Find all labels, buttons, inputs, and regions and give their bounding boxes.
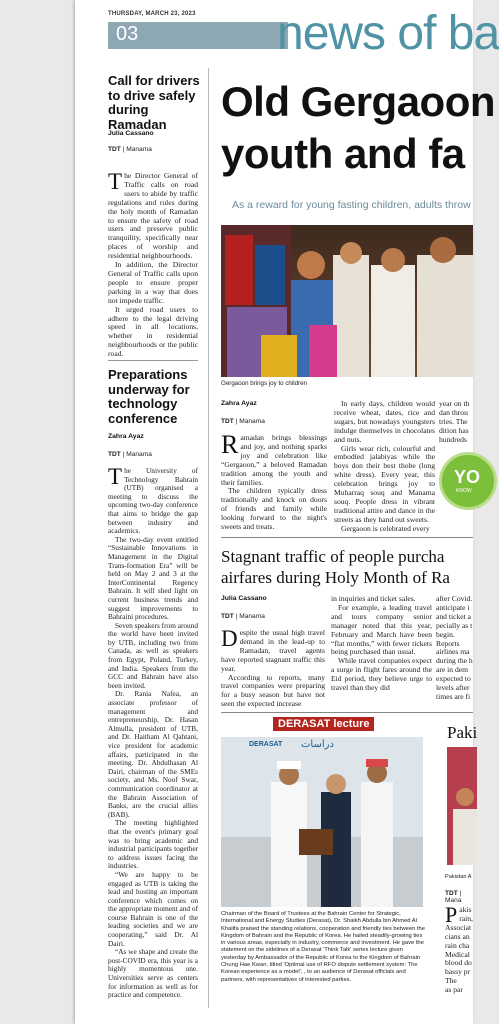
- derasat-caption: Chairman of the Board of Trustees at the Bahrain Center for Strategic, International and Energy Studies (Derasat), Dr. Shaikh Abdulla bin Ahmed Al Khalifa praised the standing relations, cooperation and friendly ties between the Kingdom of Bahrain and the Republic of Korea. He hailed steadily-growing ties in various areas, especially in industry, commerce and investment. He gave the statement on the sidelines of a Derasat 'Think Talk' series lecture given yesterday by Ambassador of the Republic of Korea to the Kingdom of Bahrain Chung Hae Kwan, titled 'Optimal use of RFO dispute settlement system: The Korean experience as a model', , to an audience of Derasat officials and partners, with representatives of interested parties.: [221, 911, 425, 983]
- main-story-dateline: TDT | Manama: [221, 418, 265, 425]
- section-title: news of ba: [277, 7, 499, 60]
- divider: [108, 360, 198, 361]
- traffic-col-3: after Covid. anticipate i and ticket a pecially as t begin. Reports airlines ma during the h are in dem expected to levels after times are fi: [436, 594, 473, 701]
- main-headline-line-2: youth and fa: [221, 130, 465, 177]
- left-story-1-headline: Call for drivers to drive safely during Ramadan: [108, 73, 200, 132]
- left-story-2-dateline: TDT | Manama: [108, 451, 152, 458]
- pakistan-headline: Paki: [447, 723, 478, 742]
- dropcap: P: [445, 902, 458, 927]
- badge-text: YO: [454, 467, 481, 487]
- youth-badge: [439, 452, 497, 510]
- divider: [221, 712, 473, 713]
- pakistan-dateline: TDT | Mana: [445, 890, 462, 904]
- pakistan-body: P akis rain, Associat cians an rain cha Medical blood do bassy pr The as par: [445, 902, 473, 995]
- derasat-logo-text: DERASAT: [249, 741, 283, 748]
- left-story-1-dateline: TDT | Manama: [108, 146, 152, 153]
- gergaoon-photo: [221, 225, 473, 377]
- left-story-1-body: The Director General of Traffic calls on road users to abide by traffic regulations and rules during the holy month of Ramadan to ensure the safety of road users and preserve public tranquility, specifically near places of worship and residential neighbourhoods. In addition, the Director General of Traffic calls upon people to ensure proper parking in a way that does not impede traffic. It urged road users to adhere to the legal driving speed in all locations, whether in residential neighbourhoods or the public road.: [108, 169, 198, 359]
- traffic-col-2: in inquiries and ticket sales. For example, a leading travel and tours company senior manager noted that this year, February and March have been “flat months,” with fewer tickets being purchased than usual. While travel companies expect a surge in flight fares around the Eid period, they believe urge to travel than they did: [331, 594, 432, 693]
- gergaoon-photo-caption: Gergaoon brings joy to children: [221, 380, 307, 387]
- left-story-2-body: The University of Technology Bahrain (UTB) organised a meeting to discuss the upcoming two-day conference that aims to bridge the gap between industry and academics. The two-day event entitled “Sustainable Innovations in Management in the Digital Trans-formation Era” will be held on May 2 and 3 at the InterContinental Regency Bahrain. It will shed light on current business trends and suggest improvements to Bahraini procedures. Seven speakers from around the world have been invited by UTB, including two from Canada, as well as speakers from Egypt, Poland, Turkey, and India. Speakers from the GCC and Bahrain have also been invited. Dr. Rania Nafea, an associate professor of management and entrepreneurship, Dr. Hasan Almulla, president of UTB, and Dr. Haitham Al Qahtani, vice president for academic affairs, participated in the meeting. Dr. Abdulhasan Al Dairi, chairman of the SMEs society, and Ms. Noof Swar, communication coordinator at the Bahrain Association of Banks, are the crucial allies (BAB). The meeting highlighted that the event's primary goal was to bring academic and industrial participants together to address issues facing the industries. “We are happy to be engaged as UTB is taking the lead and hosting an important conference which comes on the appropriate moment and of course Bahrain is one of the leading societies and we are cooperating,” said Dr. Al Dairi. “As we shape and create the post-COVID era, this year is a highly momentous one. Universities serve as centers for information as well as for practice and competence.: [108, 464, 198, 1000]
- left-story-1-author: Julia Cassano: [108, 130, 154, 137]
- traffic-dateline: TDT | Manama: [221, 613, 265, 620]
- left-story-2-author: Zahra Ayaz: [108, 433, 144, 440]
- dropcap: R: [221, 430, 239, 459]
- derasat-label: DERASAT lecture: [273, 717, 374, 731]
- pakistan-caption: Pakistan A: [445, 874, 472, 880]
- badge-subtext: KNOW: [456, 488, 472, 494]
- traffic-author: Julia Cassano: [221, 595, 267, 602]
- issue-date: THURSDAY, MARCH 23, 2023: [108, 11, 196, 17]
- page-number: 03: [116, 23, 139, 45]
- column-divider: [208, 68, 209, 1008]
- main-story-author: Zahra Ayaz: [221, 400, 257, 407]
- derasat-photo: [221, 737, 423, 907]
- main-subheadline: As a reward for young fasting children, adults throw: [232, 199, 471, 211]
- left-story-2-headline: Preparations underway for technology conference: [108, 367, 190, 426]
- traffic-col-1: Despite the usual high travel demand in the lead-up to Ramadan, travel agents have reported stagnant traffic this year. According to reports, many travel companies were preparing for a busy season but have not seen the expected increase: [221, 626, 325, 709]
- dropcap: T: [108, 169, 123, 194]
- traffic-headline-line-2: airfares during Holy Month of Ra: [221, 568, 450, 587]
- main-story-col-3: year on th dan throu tries. The dition has hundreds: [439, 399, 470, 444]
- traffic-headline-line-1: Stagnant traffic of people purcha: [221, 547, 445, 566]
- pakistan-photo: [447, 747, 477, 865]
- main-story-col-1: Ramadan brings blessings and joy, and nothing sparks joy and celebration like “Gergaoon,” a beloved Ramadan tradition among the youth and their families. The children typically dress traditionally and knock on doors of friends and family while looking forward to the night's sweets and treats.: [221, 430, 327, 532]
- dropcap: T: [108, 464, 123, 489]
- dropcap: D: [221, 626, 238, 651]
- derasat-logo-arabic: دراسات: [301, 739, 334, 750]
- divider: [221, 537, 473, 538]
- newspaper-page: [75, 0, 499, 1024]
- main-story-col-2: In early days, children would receive wheat, dates, rice and sugars, but nowadays youngsters indulge themselves in chocolates and nuts. Girls wear rich, colourful and embodied jalabiyas while the boys don their best thobe (long white dress). Every year, this celebration brings joy to Muharraq souq and Manama souq. People dress in vibrant traditional attire and dance in the streets as they hand out sweets. Gergaoon is celebrated every: [334, 399, 435, 533]
- main-headline-line-1: Old Gergaoon: [221, 78, 496, 125]
